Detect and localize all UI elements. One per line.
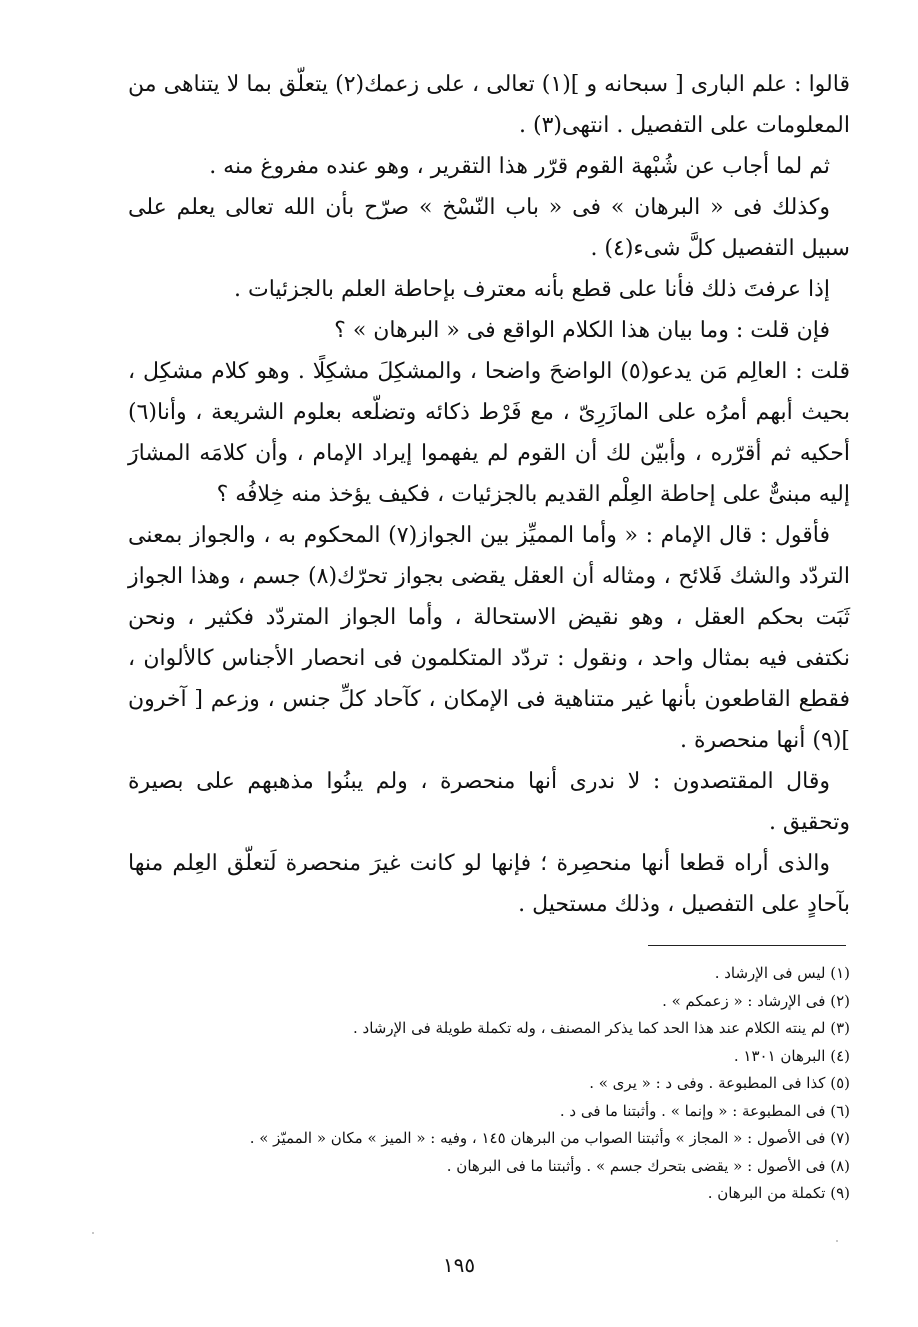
footnotes [140,960,850,1208]
footnote-2: (٢) فى الإرشاد : « زعمكم » . [662,991,850,1010]
page-number: ١٩٥ [442,1253,476,1277]
scan-speck [92,1232,94,1234]
paragraph-9: والذى أراه قطعا أنها منحصِرة ؛ فإنها لو كانت غيرَ منحصرة لَتعلّق العِلم منها بآحادٍ على التفصيل ، وذلك مستحيل . [128,851,850,917]
footnote-3: (٣) لم ينته الكلام عند هذا الحد كما يذكر المصنف ، وله تكملة طويلة فى الإرشاد . [353,1019,850,1037]
paragraph-7: فأقول : قال الإمام : « وأما المميِّز بين الجواز(٧) المحكوم به ، والجواز بمعنى التردّد والشك فَلائح ، ومثاله أن العقل يقضى بجواز تحرّك(٨) جسم ، وهذا الجواز ثَبَت بحكم العقل ، وهو نقيض الاستحالة ، وأما الجواز المتردّد فكثير ، ونحن نكتفى فيه بمثال واحد ، ونقول : تردّد المتكلمون فى انحصار الأجناس كالألوان ، فقطع القاطعون بأنها غير متناهية فى الإمكان ، كآحاد كلِّ جنس ، وزعم [ آخرون ](٩) أنها منحصرة . [128,523,851,753]
paragraph-5: فإن قلت : وما بيان هذا الكلام الواقع فى « البرهان » ؟ [334,318,830,343]
footnote-6: (٦) فى المطبوعة : « وإنما » . وأثبتنا ما فى د . [559,1101,850,1120]
footnote-divider [648,945,846,946]
footnote-1: (١) ليس فى الإرشاد . [714,964,850,982]
paragraph-8: وقال المقتصدون : لا ندرى أنها منحصرة ، ولم يبنُوا مذهبهم على بصيرة وتحقيق . [128,769,850,835]
paragraph-4: إذا عرفتَ ذلك فأنا على قطع بأنه معترف بإحاطة العلم بالجزئيات . [234,277,830,302]
footnote-9: (٩) تكملة من البرهان . [707,1184,850,1202]
paragraph-6: قلت : العالِم مَن يدعو(٥) الواضحَ واضحا ، والمشكِلَ مشكِلًا . وهو كلام مشكِل ، بحيث أبهم أمرُه على المازَرِىّ ، مع فَرْط ذكائه وتضلّعه بعلوم الشريعة ، وأنا(٦) أحكيه ثم أقرّره ، وأبيّن لك أن القوم لم يفهموا إيراد الإمام ، وأن كلامَه المشارَ إليه مبنىٌّ على إحاطة العِلْم القديم بالجزئيات ، فكيف يؤخذ منه خِلافُه ؟ [128,359,850,507]
paragraph-2: ثم لما أجاب عن شُبْهة القوم قرّر هذا التقرير ، وهو عنده مفروغ منه . [209,154,830,179]
paragraph-3: وكذلك فى « البرهان » فى « باب النّسْخ » صرّح بأن الله تعالى يعلم على سبيل التفصيل كلَّ شىء(٤) . [128,195,850,261]
footnote-8: (٨) فى الأصول : « يقضى بتحرك جسم » . وأثبتنا ما فى البرهان . [446,1156,850,1175]
main-text [128,64,850,925]
footnote-7: (٧) فى الأصول : « المجاز » وأثبتنا الصواب من البرهان ١٤٥ ، وفيه : « الميز » مكان « المميّز » . [249,1129,850,1147]
scan-speck [836,1240,838,1242]
paragraph-1: قالوا : علم البارى [ سبحانه و ](١) تعالى ، على زعمك(٢) يتعلّق بما لا يتناهى من المعلومات على التفصيل . انتهى(٣) . [128,72,850,138]
footnote-5: (٥) كذا فى المطبوعة . وفى د : « يرى » . [589,1074,850,1092]
footnote-4: (٤) البرهان ١٣٠١ . [733,1046,850,1065]
